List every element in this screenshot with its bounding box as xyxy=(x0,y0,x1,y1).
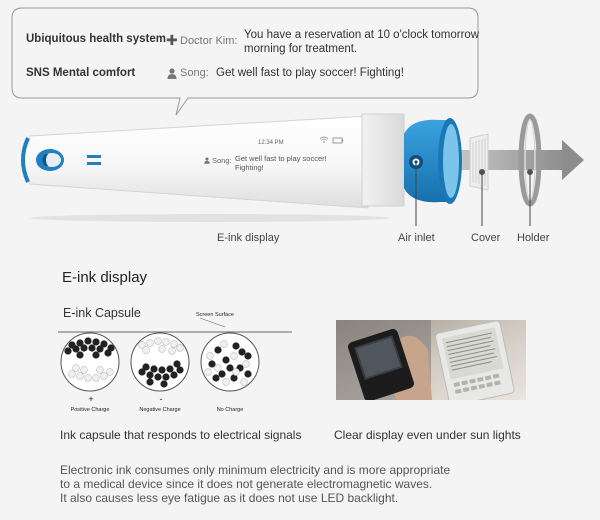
eink-description-line1: Electronic ink consumes only minimum electricity and is more appropriate xyxy=(60,463,451,477)
bubble-person-song: Song: xyxy=(180,67,209,79)
caption-sunlight: Clear display even under sun lights xyxy=(334,428,521,442)
device-cap xyxy=(362,114,404,206)
eink-section-title: E-ink display xyxy=(62,269,148,286)
callout-air-inlet: Air inlet xyxy=(398,232,435,244)
eink-capsule-title: E-ink Capsule xyxy=(63,306,141,320)
screen-user-icon xyxy=(204,157,210,164)
screen-time: 12:34 PM xyxy=(258,140,284,146)
bubble-person-doctor: Doctor Kim: xyxy=(180,35,238,47)
bubble-message-song: Get well fast to play soccer! Fighting! xyxy=(216,67,404,79)
capsule-label-positive: Positive Charge xyxy=(70,407,110,413)
capsule-negative xyxy=(131,333,189,391)
callout-holder: Holder xyxy=(517,232,550,244)
eink-description-line2: to a medical device since it does not generate electromagnetic waves. xyxy=(60,477,433,491)
callout-eink-display: E-ink display xyxy=(217,232,280,244)
bubble-label-health: Ubiquitous health system xyxy=(26,33,166,45)
screen-surface-label: Screen Surface xyxy=(196,312,234,318)
eink-description-line3: It also causes less eye fatigue as it does not use LED backlight. xyxy=(60,491,399,505)
bubble-label-sns: SNS Mental comfort xyxy=(26,67,136,79)
user-icon xyxy=(167,68,177,79)
cover-part xyxy=(470,134,488,190)
eink-capsule-diagram xyxy=(50,312,300,432)
sunlight-ereader-photo xyxy=(336,320,526,400)
screen-message-line2: Fighting! xyxy=(235,163,264,172)
capsule-sign-positive: + xyxy=(88,394,94,404)
caption-ink-capsule: Ink capsule that responds to electrical signals xyxy=(60,428,302,442)
end-button xyxy=(36,149,64,171)
speech-bubble xyxy=(0,0,600,120)
capsule-label-no-charge: No Charge xyxy=(216,407,244,413)
bubble-message-doctor-line2: morning for treatment. xyxy=(244,43,358,55)
plus-icon: ✚ xyxy=(166,32,178,48)
capsule-sign-negative: - xyxy=(159,394,163,404)
callout-cover: Cover xyxy=(471,232,501,244)
capsule-no-charge xyxy=(201,333,259,391)
capsule-label-negative: Negative Charge xyxy=(139,407,181,413)
screen-person: Song: xyxy=(212,156,232,165)
screen-message-line1: Get well fast to play soccer! xyxy=(235,154,327,163)
capsule-positive xyxy=(61,333,119,391)
device-body xyxy=(23,116,390,222)
bubble-message-doctor-line1: You have a reservation at 10 o'clock tomorrow xyxy=(244,29,480,41)
air-inlet-nozzle xyxy=(404,118,462,204)
